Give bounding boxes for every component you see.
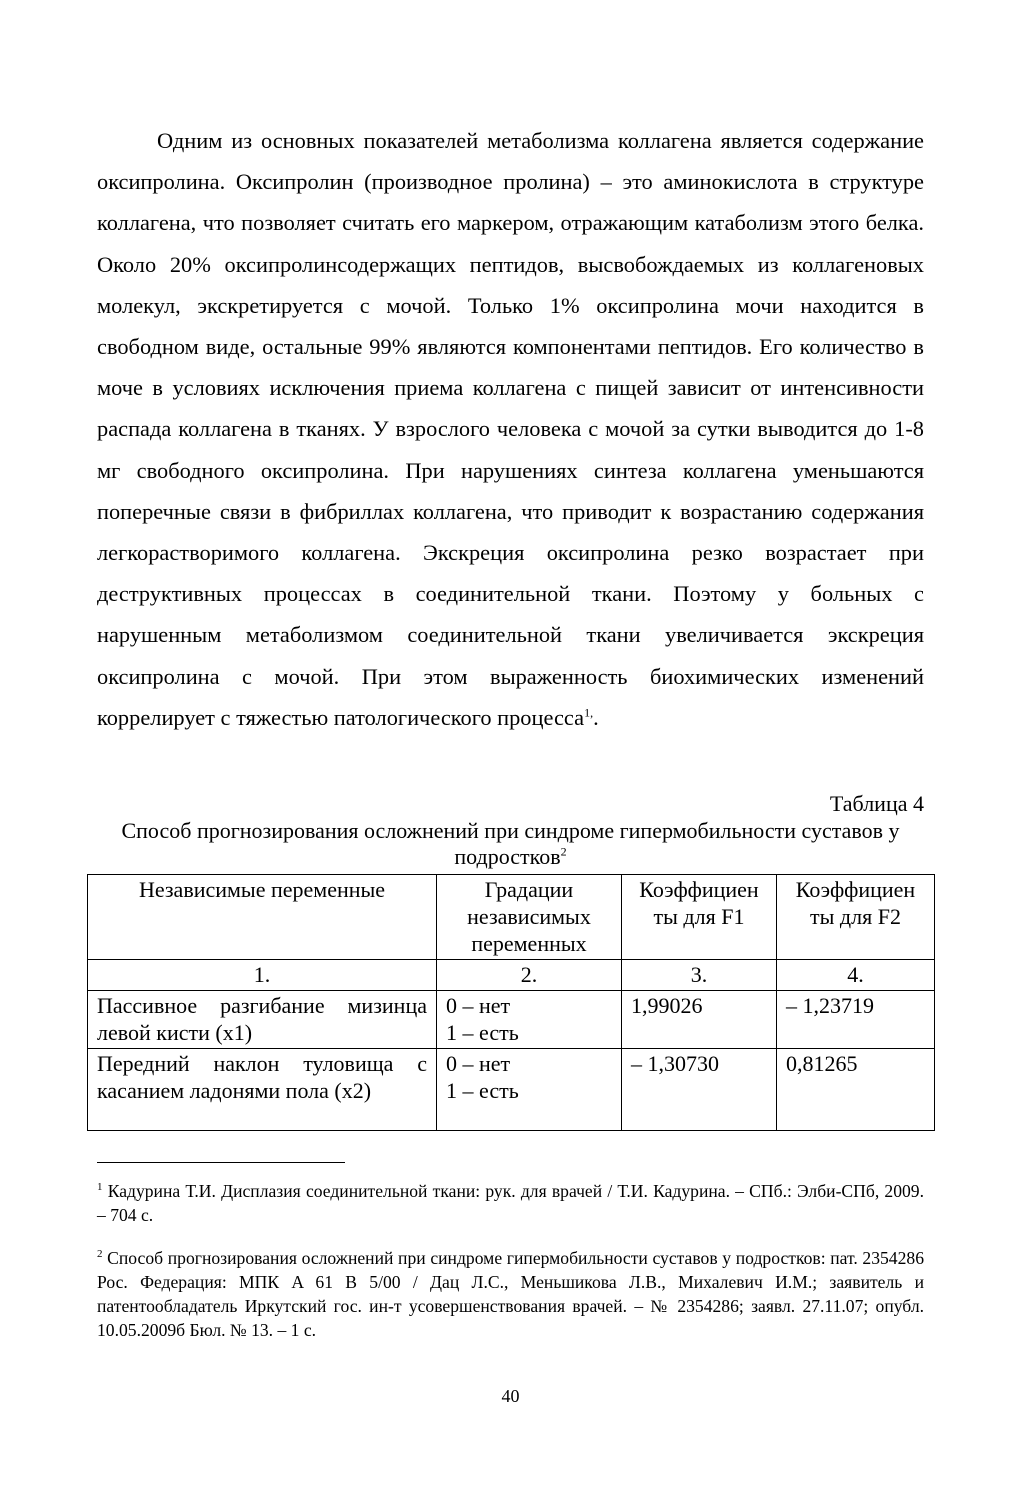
header-line: Коэффициен	[639, 877, 759, 902]
footnote-1	[97, 1175, 924, 1227]
table-title	[97, 818, 924, 870]
header-line: переменных	[471, 931, 587, 956]
footnote-text: Способ прогнозирования осложнений при синдроме гипермобильности суставов у подростков: пат. 2354286 Рос. Федерация: МПК A 61 B 5/00 / Дац Л.С., Меньшикова Л.В., Михалевич И.М.; заявитель и патентообладатель Иркутский гос. ин-т усовершенствования врачей. – № 2354286; заявл. 27.11.07; опубл. 10.05.2009б Бюл. № 13. – 1 с.	[97, 1247, 924, 1340]
footnote-mark: 2	[97, 1248, 103, 1260]
header-line: ты для F2	[810, 904, 901, 929]
footnote-mark: 1	[97, 1181, 103, 1193]
table-row	[88, 1049, 935, 1131]
table-title-text: Способ прогнозирования осложнений при синдроме гипермобильности суставов у подростков	[121, 818, 900, 869]
footnote-2	[97, 1242, 924, 1342]
footnote-ref-2: 2	[560, 844, 567, 859]
header-line: Коэффициен	[795, 877, 916, 902]
footnote-ref-1: 1,	[584, 705, 594, 720]
data-table	[87, 874, 935, 1131]
f1-cell: 1,99026	[622, 991, 777, 1049]
footnote-divider	[97, 1162, 345, 1163]
variable-line: Пассивное разгибание мизинца	[97, 993, 427, 1018]
body-paragraph	[97, 120, 924, 738]
table-label: Таблица 4	[829, 791, 924, 816]
header-cell-gradations	[437, 875, 622, 960]
header-cell-f2	[777, 875, 935, 960]
header-line: Градации	[484, 877, 574, 902]
body-paragraph-end: .	[593, 704, 599, 730]
variable-line: Передний наклон туловища с	[97, 1051, 427, 1076]
footnote-text: Кадурина Т.И. Дисплазия соединительной ткани: рук. для врачей / Т.И. Кадурина. – СПб.: Элби-СПб, 2009. – 704 с.	[97, 1180, 924, 1225]
header-line: ты для F1	[653, 904, 745, 929]
header-cell-f1	[622, 875, 777, 960]
f1-cell: – 1,30730	[622, 1049, 777, 1131]
table-number-row	[88, 960, 935, 991]
column-number: 1.	[88, 960, 437, 991]
header-line: независимых	[467, 904, 591, 929]
gradation-line: 0 – нет	[446, 993, 511, 1018]
page-number: 40	[501, 1386, 520, 1406]
column-number: 2.	[437, 960, 622, 991]
body-paragraph-text: Одним из основных показателей метаболизма коллагена является содержание оксипролина. Оксипролин (производное пролина) – это аминокислота в структуре коллагена, что позволяет считать его маркером, отражающим катаболизм этого белка. Около 20% оксипролинсодержащих пептидов, высвобождаемых из коллагеновых молекул, экскретируется с мочой. Только 1% оксипролина мочи находится в свободном виде, остальные 99% являются компонентами пептидов. Его количество в моче в условиях исключения приема коллагена с пищей зависит от интенсивности распада коллагена в тканях. У взрослого человека с мочой за сутки выводится до 1-8 мг свободного оксипролина. При нарушениях синтеза коллагена уменьшаются поперечные связи в фибриллах коллагена, что приводит к возрастанию содержания легкорастворимого коллагена. Экскреция оксипролина резко возрастает при деструктивных процессах в соединительной ткани. Поэтому у больных с нарушенным метаболизмом соединительной ткани увеличивается экскреция оксипролина с мочой. При этом выраженность биохимических изменений коррелирует с тяжестью патологического процесса	[97, 128, 924, 730]
variable-line: касанием ладонями пола (x2)	[97, 1078, 372, 1103]
f2-cell: – 1,23719	[777, 991, 935, 1049]
column-number: 3.	[622, 960, 777, 991]
header-cell-variables	[88, 875, 437, 960]
gradation-line: 1 – есть	[446, 1020, 519, 1045]
header-line: Независимые переменные	[138, 877, 386, 902]
table-header-row	[88, 875, 935, 960]
gradation-line: 0 – нет	[446, 1051, 511, 1076]
column-number: 4.	[777, 960, 935, 991]
gradations-cell	[437, 1049, 622, 1131]
variable-cell	[88, 991, 437, 1049]
variable-cell	[88, 1049, 437, 1131]
variable-line: левой кисти (x1)	[97, 1020, 253, 1045]
gradation-line: 1 – есть	[446, 1078, 519, 1103]
gradations-cell	[437, 991, 622, 1049]
table-row	[88, 991, 935, 1049]
f2-cell: 0,81265	[777, 1049, 935, 1131]
